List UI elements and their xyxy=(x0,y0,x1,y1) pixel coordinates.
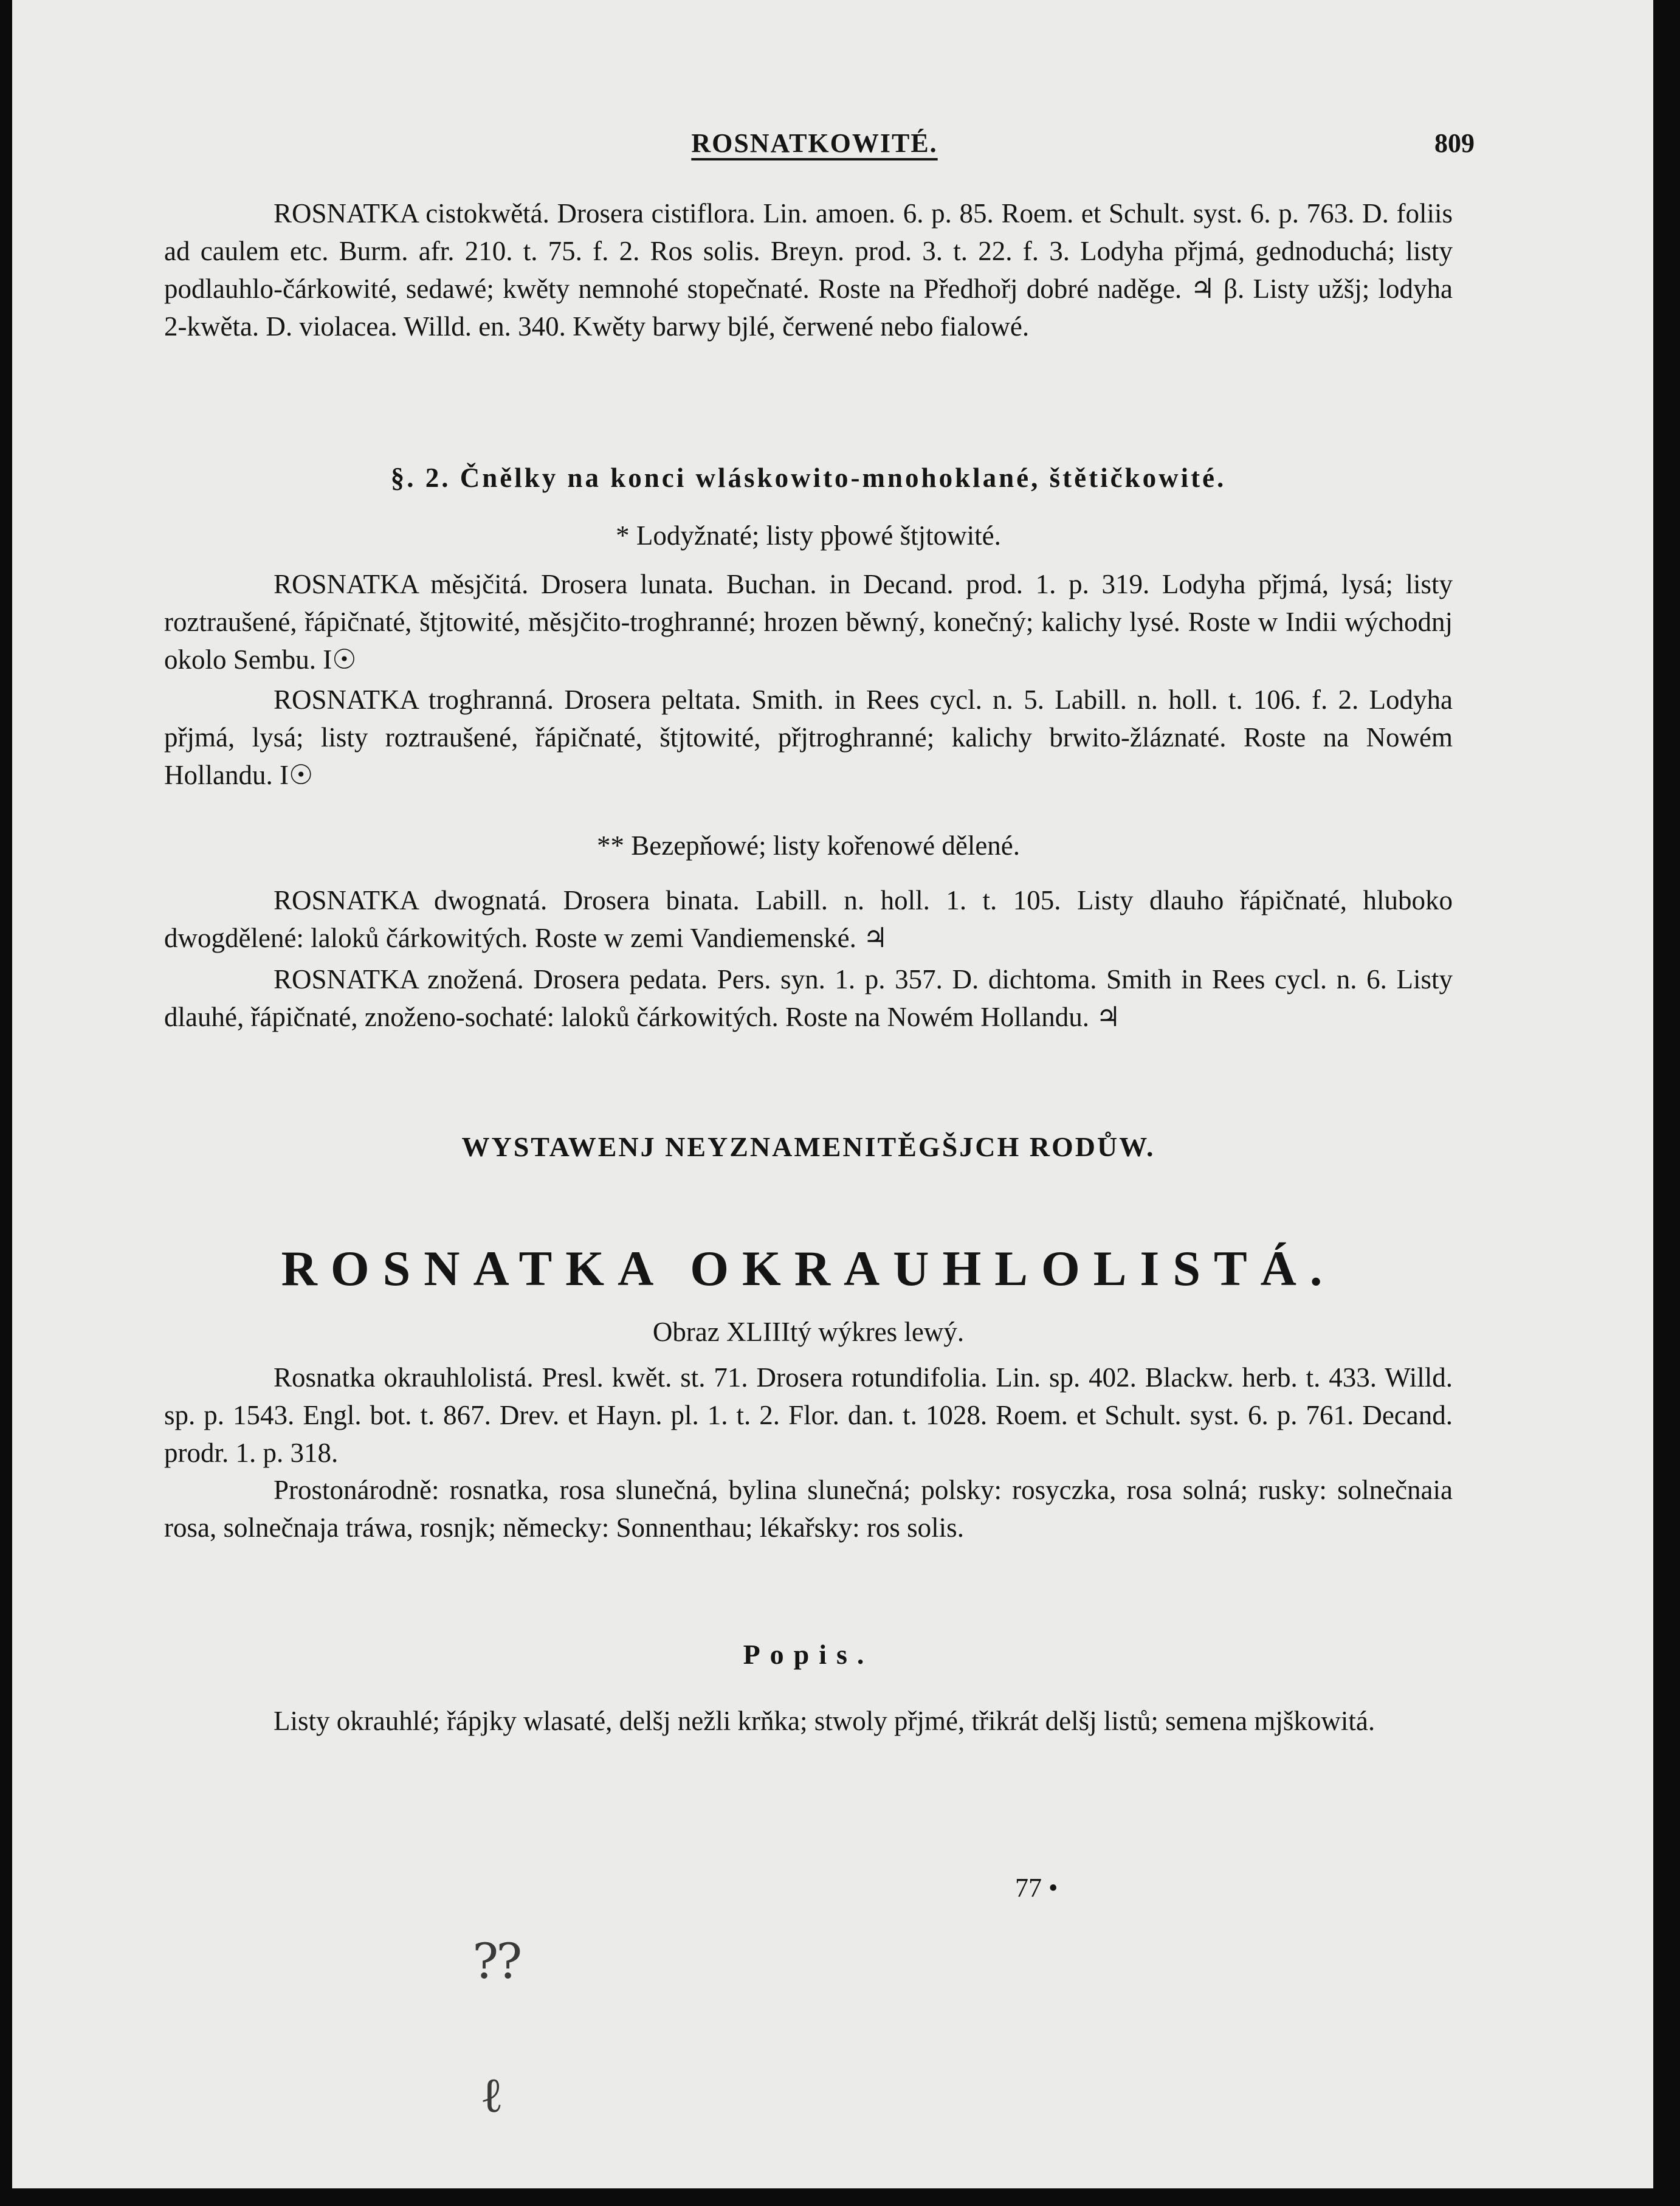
popis-heading-block xyxy=(164,1638,1453,1670)
section-heading: WYSTAWENJ NEYZNAMENITĚGŠJCH RODŮW. xyxy=(461,1131,1155,1162)
pencil-curl-icon: ℓ xyxy=(480,2067,504,2123)
running-head: ROSNATKOWITÉ. xyxy=(691,128,938,158)
entry-troghranna xyxy=(164,681,1453,794)
paragraph: ROSNATKA měsjčitá. Drosera lunata. Buchan. in Decand. prod. 1. p. 319. Lodyha přjmá, lysá; listy roztraušené, řápičnaté, štjtowité, měsjčito-troghranné; hrozen běwný, konečný; kalichy lysé. Roste w Indii wýchodnj okolo Sembu. I☉ xyxy=(164,569,1453,675)
paragraph: ROSNATKA dwognatá. Drosera binata. Labill. n. holl. 1. t. 105. Listy dlauho řápičnaté, hluboko dwogdělené: laloků čárkowitých. Roste w zemi Vandiemenské. ♃ xyxy=(164,885,1453,953)
vernacular-names-block xyxy=(164,1471,1453,1546)
description-block xyxy=(164,1702,1453,1740)
genera-heading xyxy=(164,1131,1453,1163)
popis-heading: Popis. xyxy=(743,1639,874,1670)
subsection-2 xyxy=(164,827,1453,864)
figure-reference-block xyxy=(164,1313,1453,1351)
paragraph: ROSNATKA troghranná. Drosera peltata. Smith. in Rees cycl. n. 5. Labill. n. holl. t. 106. f. 2. Lodyha přjmá, lysá; listy roztraušené, řápičnaté, štjtowité, přjtroghranné; kalichy brwito-žláznaté. Roste na Nowém Hollandu. I☉ xyxy=(164,684,1453,790)
signature-dot-icon: • xyxy=(1048,1873,1058,1903)
synonyms-block xyxy=(164,1359,1453,1472)
species-title-block xyxy=(164,1240,1453,1297)
entry-znozena xyxy=(164,960,1453,1036)
document-page xyxy=(12,0,1653,2188)
figure-reference: Obraz XLIIItý wýkres lewý. xyxy=(652,1317,965,1347)
section-heading: §. 2. Čnělky na konci wláskowito-mnohoklané, štětičkowité. xyxy=(390,463,1227,493)
species-title: ROSNATKA OKRAUHLOLISTÁ. xyxy=(281,1241,1336,1296)
subsection-heading: ** Bezepňowé; listy kořenowé dělené. xyxy=(596,830,1021,861)
page-header xyxy=(12,128,1653,176)
entry-dwognata xyxy=(164,881,1453,957)
description: Listy okrauhlé; řápjky wlasaté, delšj nežli krňka; stwoly přjmé, třikrát delšj listů; semena mjškowitá. xyxy=(274,1706,1375,1736)
vernacular-names: Prostonárodně: rosnatka, rosa slunečná, bylina slunečná; polsky: rosyczka, rosa solná; rusky: solnečnaia rosa, solnečnaja tráwa, rosnjk; německy: Sonnenthau; lékařsky: ros solis. xyxy=(164,1475,1453,1543)
signature-number: 77 xyxy=(1015,1873,1042,1903)
synonyms: Rosnatka okrauhlolistá. Presl. kwět. st. 71. Drosera rotundifolia. Lin. sp. 402. Blackw. herb. t. 433. Willd. sp. p. 1543. Engl. bot. t. 867. Drev. et Hayn. pl. 1. t. 2. Flor. dan. t. 1028. Roem. et Schult. syst. 6. p. 761. Decand. prodr. 1. p. 318. xyxy=(164,1362,1453,1468)
entry-mesjcita xyxy=(164,565,1453,678)
subsection-heading: * Lodyžnaté; listy pþowé štjtowité. xyxy=(616,520,1001,551)
paragraph: ROSNATKA znožená. Drosera pedata. Pers. syn. 1. p. 357. D. dichtoma. Smith in Rees cycl. n. 6. Listy dlauhé, řápičnaté, znoženo-sochaté: laloků čárkowitých. Roste na Nowém Hollandu. ♃ xyxy=(164,964,1453,1032)
pencil-mark-icon: ⁇ xyxy=(474,1933,522,1990)
page-number: 809 xyxy=(1434,128,1475,158)
entry-cistokweta xyxy=(164,195,1453,345)
signature-mark xyxy=(1015,1872,1058,1903)
section-2 xyxy=(164,459,1453,497)
subsection-1 xyxy=(164,517,1453,554)
paragraph: ROSNATKA cistokwětá. Drosera cistiflora. Lin. amoen. 6. p. 85. Roem. et Schult. syst. 6. p. 763. D. foliis ad caulem etc. Burm. afr. 210. t. 75. f. 2. Ros solis. Breyn. prod. 3. t. 22. f. 3. Lodyha přjmá, gednoduchá; listy podlauhlo-čárkowité, sedawé; kwěty nemnohé stopečnaté. Roste na Předhořj dobré naděge. ♃ β. Listy užšj; lodyha 2-kwěta. D. violacea. Willd. en. 340. Kwěty barwy bjlé, čerwené nebo fialowé. xyxy=(164,198,1453,342)
